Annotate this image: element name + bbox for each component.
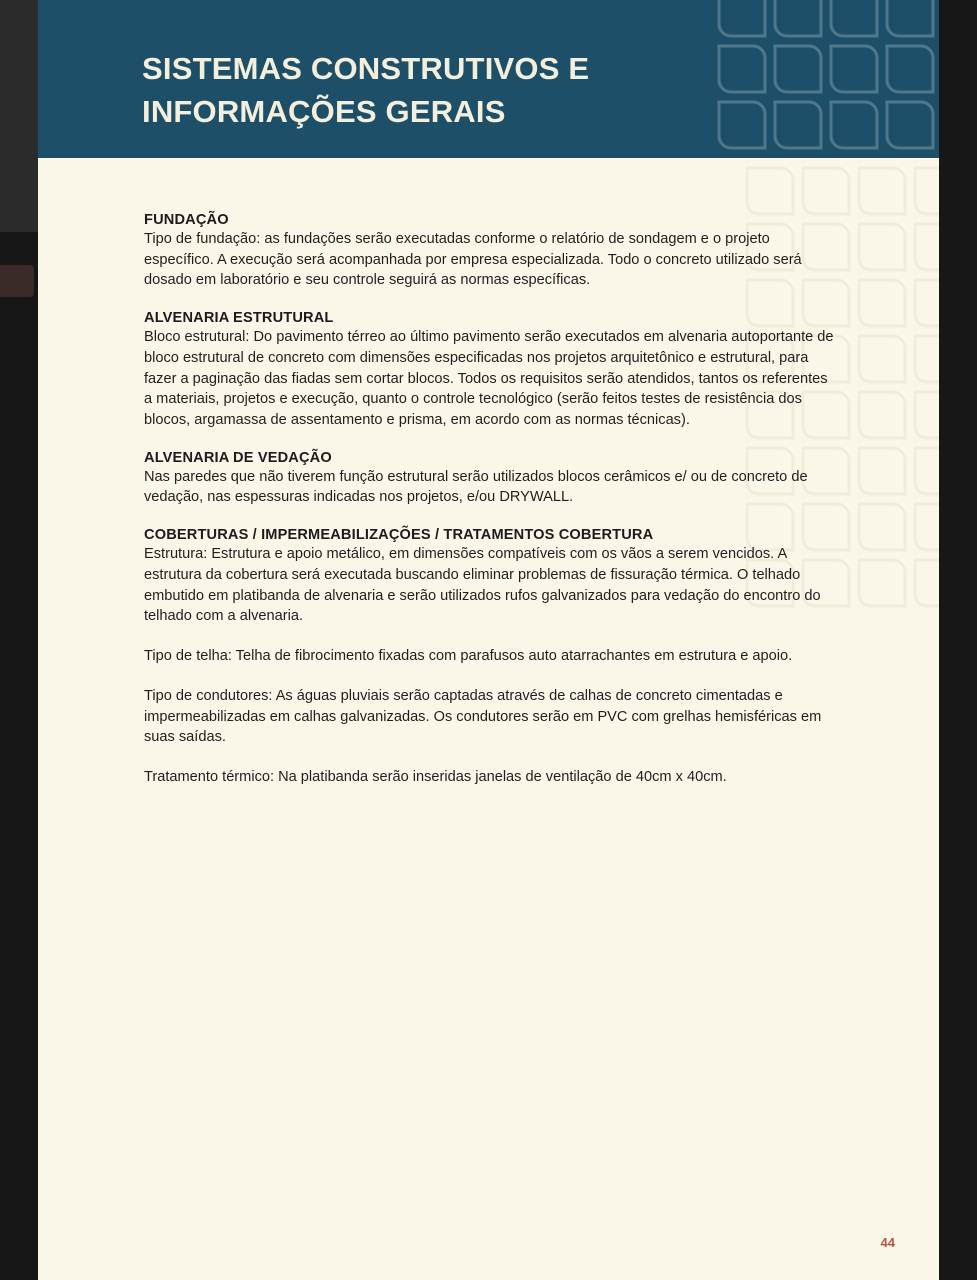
section-heading: FUNDAÇÃO <box>144 212 229 228</box>
page-title-line-1: SISTEMAS CONSTRUTIVOS E <box>142 51 590 86</box>
page-header <box>38 0 939 158</box>
document-page <box>38 0 939 1280</box>
section-paragraph: Bloco estrutural: Do pavimento térreo ao último pavimento serão executados em alvenaria autoportante de bloco estrutural de concreto com dimensões especificadas nos projetos arquitetônico e estrutural, para fazer a paginação das fiadas sem cortar blocos. Todos os requisitos serão atendidos, tantos os referentes a materiais, projetos e execução, quanto o controle tecnológico (serão feitos testes de resistência dos blocos, argamassa de assentamento e prisma, em acordo com as normas técnicas). <box>144 329 834 429</box>
section-paragraph: Tipo de fundação: as fundações serão executadas conforme o relatório de sondagem e o projeto específico. A execução será acompanhada por empresa especializada. Todo o concreto utilizado será dosado em laboratório e seu controle seguirá as normas específicas. <box>144 231 802 289</box>
section-heading: COBERTURAS / IMPERMEABILIZAÇÕES / TRATAMENTOS COBERTURA <box>144 527 654 544</box>
page-title-line-2: INFORMAÇÕES GERAIS <box>142 93 506 129</box>
section-heading: ALVENARIA ESTRUTURAL <box>144 310 334 327</box>
section-paragraph: Tipo de condutores: As águas pluviais serão captadas através de calhas de concreto cimentadas e impermeabilizadas em calhas galvanizadas. Os condutores serão em PVC com grelhas hemisféricas em suas saídas. <box>144 687 822 746</box>
section-paragraph: Tratamento térmico: Na platibanda serão inseridas janelas de ventilação de 40cm x 40cm. <box>144 768 727 785</box>
section-fundacao <box>144 212 834 291</box>
section-paragraph: Estrutura: Estrutura e apoio metálico, em dimensões compatíveis com os vãos a serem vencidos. A estrutura da cobertura será executada buscando eliminar problemas de fissuração térmica. O telhado embutido em platibanda de alvenaria e serão utilizados rufos galvanizados para vedação do encontro do telhado com a alvenaria. <box>144 546 821 625</box>
section-paragraph: Nas paredes que não tiverem função estrutural serão utilizados blocos cerâmicos e/ ou de concreto de vedação, nas espessuras indicadas nos projetos, e/ou DRYWALL. <box>144 468 808 506</box>
section-alvenaria-estrutural <box>144 310 834 431</box>
document-content <box>144 212 834 807</box>
page-title <box>142 48 762 134</box>
section-heading: ALVENARIA DE VEDAÇÃO <box>144 449 332 466</box>
page-number: 44 <box>880 1235 895 1250</box>
section-paragraph: Tipo de telha: Telha de fibrocimento fixadas com parafusos auto atarrachantes em estrutura e apoio. <box>144 648 793 665</box>
section-coberturas <box>144 527 834 787</box>
viewer-edge-accent <box>0 265 34 297</box>
section-alvenaria-de-vedacao <box>144 450 834 508</box>
viewer-background-strip <box>0 0 40 232</box>
